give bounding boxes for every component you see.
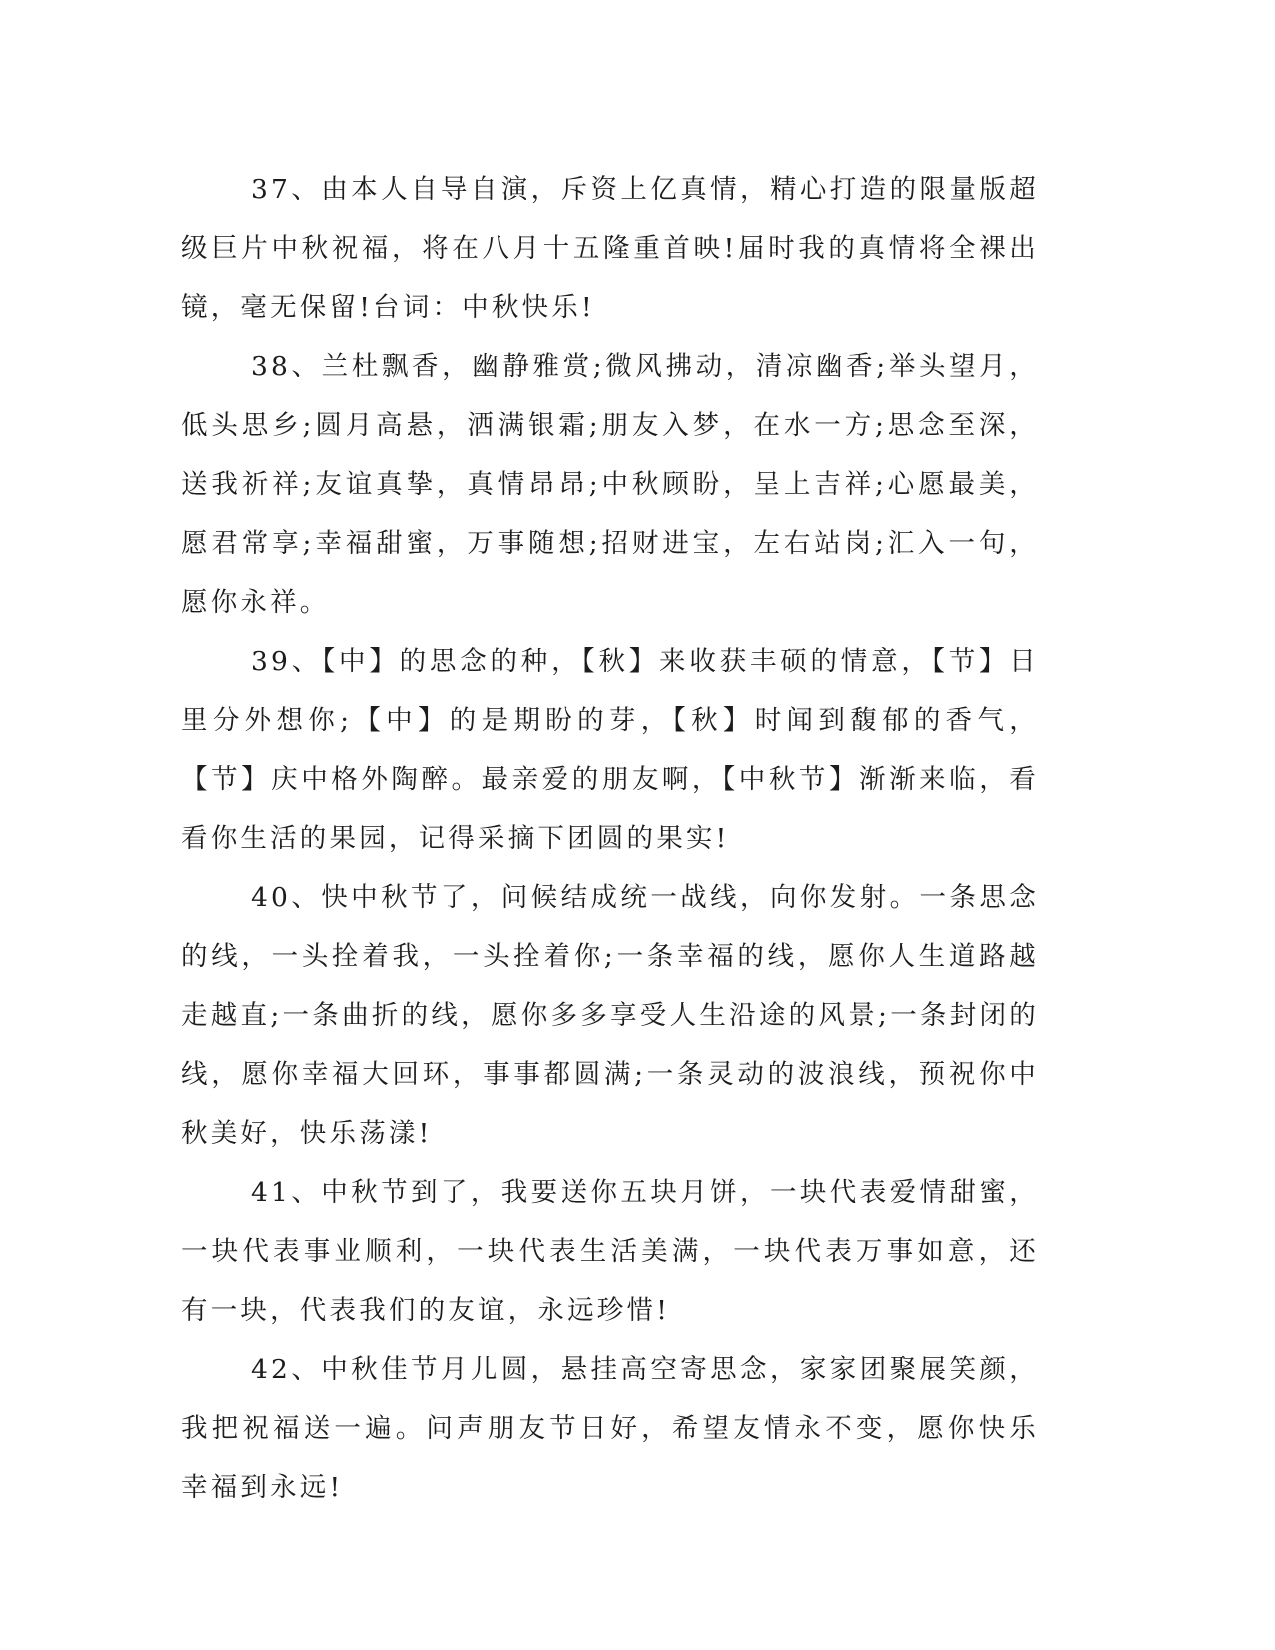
paragraph-40: 40、快中秋节了，问候结成统一战线，向你发射。一条思念的线，一头拴着我，一头拴着你;一条幸福的线，愿你人生道路越走越直;一条曲折的线，愿你多多享受人生沿途的风景;一条封闭的线，愿你幸福大回环，事事都圆满;一条灵动的波浪线，预祝你中秋美好，快乐荡漾! — [181, 882, 1039, 1149]
paragraph-37: 37、由本人自导自演，斥资上亿真情，精心打造的限量版超级巨片中秋祝福，将在八月十五隆重首映!届时我的真情将全裸出镜，毫无保留!台词：中秋快乐! — [181, 174, 1039, 323]
paragraph-39: 39、【中】的思念的种，【秋】来收获丰硕的情意，【节】日里分外想你;【中】的是期盼的芽，【秋】时闻到馥郁的香气，【节】庆中格外陶醉。最亲爱的朋友啊，【中秋节】渐渐来临，看看你生活的果园，记得采摘下团圆的果实! — [181, 646, 1039, 854]
paragraph-42: 42、中秋佳节月儿圆，悬挂高空寄思念，家家团聚展笑颜，我把祝福送一遍。问声朋友节日好，希望友情永不变，愿你快乐幸福到永远! — [181, 1354, 1039, 1503]
paragraph-41: 41、中秋节到了，我要送你五块月饼，一块代表爱情甜蜜，一块代表事业顺利，一块代表生活美满，一块代表万事如意，还有一块，代表我们的友谊，永远珍惜! — [181, 1177, 1039, 1326]
paragraph-38: 38、兰杜飘香，幽静雅赏;微风拂动，清凉幽香;举头望月，低头思乡;圆月高悬，洒满银霜;朋友入梦，在水一方;思念至深，送我祈祥;友谊真挚，真情昂昂;中秋顾盼，呈上吉祥;心愿最美，愿君常享;幸福甜蜜，万事随想;招财进宝，左右站岗;汇入一句，愿你永祥。 — [181, 351, 1039, 618]
document-body — [181, 160, 1039, 1517]
